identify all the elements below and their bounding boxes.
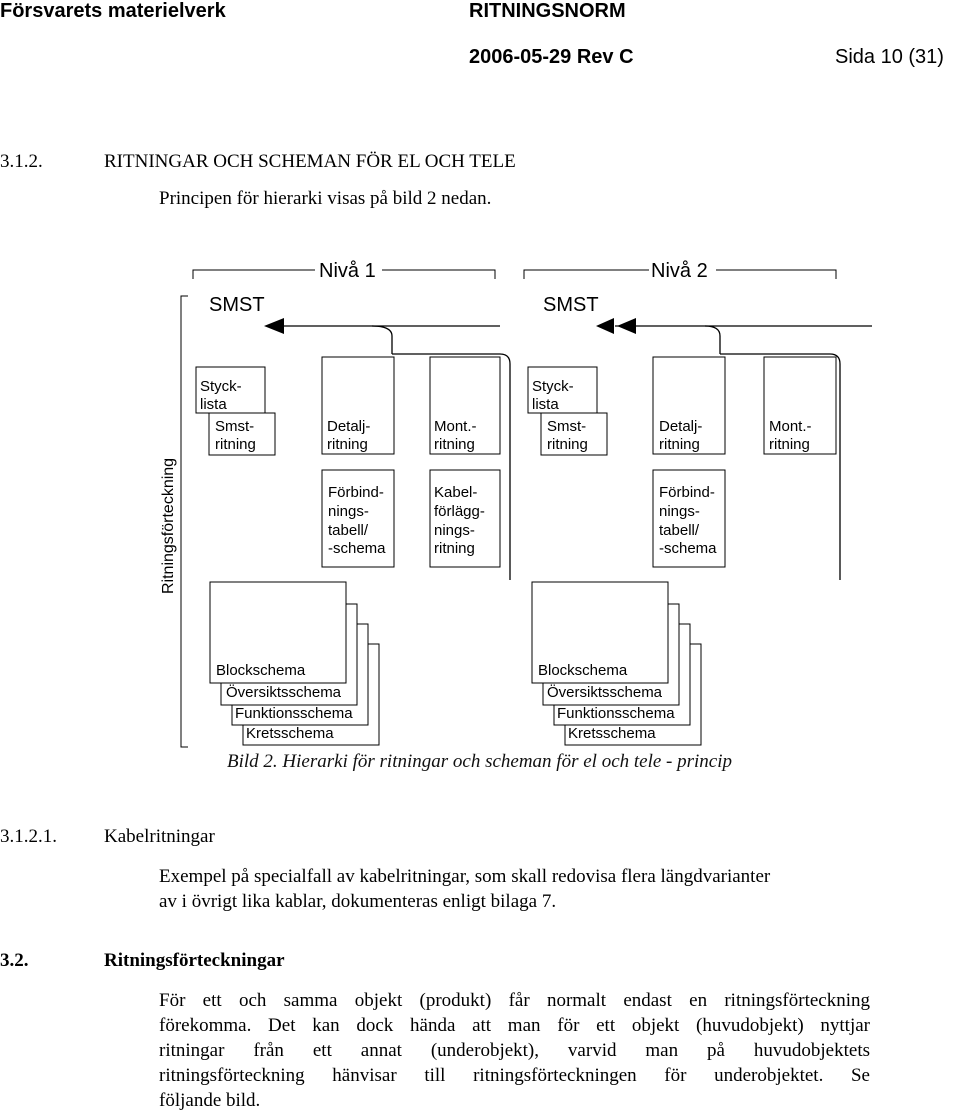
date-revision: 2006-05-29 Rev C	[469, 46, 634, 68]
svg-text:ritning: ritning	[327, 436, 368, 453]
left-kretsschema-label: Kretsschema	[246, 725, 334, 742]
subsection-number: 3.1.2.1.	[0, 826, 57, 847]
svg-text:Mont.-: Mont.-	[434, 418, 477, 435]
section-heading: RITNINGAR OCH SCHEMAN FÖR EL OCH TELE	[104, 151, 516, 172]
svg-text:förlägg-: förlägg-	[434, 503, 485, 520]
smst-label-right: SMST	[543, 294, 599, 316]
svg-text:-schema: -schema	[659, 540, 717, 557]
left-forbindningstabell-box	[322, 470, 394, 567]
section-number-32: 3.2.	[0, 950, 29, 971]
right-oversiktsschema-label: Översiktsschema	[547, 684, 663, 701]
section-number: 3.1.2.	[0, 151, 43, 172]
svg-text:-schema: -schema	[328, 540, 386, 557]
svg-text:Styck-: Styck-	[532, 378, 574, 395]
left-detaljritning-box	[322, 357, 394, 454]
svg-text:tabell/: tabell/	[659, 522, 700, 539]
paragraph-line: Exempel på specialfall av kabelritningar, som skall redovisa flera längdvarianter	[159, 866, 771, 887]
svg-text:ritning: ritning	[434, 436, 475, 453]
left-montritning-box	[430, 357, 500, 454]
svg-text:Detalj-: Detalj-	[327, 418, 371, 435]
svg-text:Förbind-: Förbind-	[328, 484, 384, 501]
section-intro: Principen för hierarki visas på bild 2 nedan.	[159, 188, 492, 209]
document-title: RITNINGSNORM	[469, 0, 626, 22]
svg-text:lista: lista	[532, 396, 559, 413]
paragraph-line: För ett och samma objekt (produkt) får normalt endast en ritningsförteckning	[159, 990, 870, 1011]
smst-label-left: SMST	[209, 294, 265, 316]
svg-text:Förbind-: Förbind-	[659, 484, 715, 501]
svg-text:Mont.-: Mont.-	[769, 418, 812, 435]
right-blockschema-label: Blockschema	[538, 662, 628, 679]
paragraph-line: följande bild.	[159, 1090, 261, 1111]
ritningsforteckningar-paragraph	[159, 988, 870, 1113]
right-detaljritning-box	[653, 357, 725, 454]
svg-text:ritning: ritning	[769, 436, 810, 453]
level1-label: Nivå 1	[319, 260, 376, 282]
right-montritning-box	[764, 357, 836, 454]
right-stycklista-box	[528, 367, 597, 413]
subsection-heading: Kabelritningar	[104, 826, 215, 847]
svg-text:Smst-: Smst-	[547, 418, 587, 435]
svg-text:nings-: nings-	[434, 522, 475, 539]
kabelritningar-paragraph	[159, 864, 870, 914]
section-heading-32: Ritningsförteckningar	[104, 950, 285, 971]
page-number: Sida 10 (31)	[835, 46, 944, 68]
left-smst-ritning-box	[209, 413, 275, 455]
vertical-bracket	[181, 296, 188, 747]
paragraph-line: förekomma. Det kan dock hända att man för ett objekt (huvudobjekt) nyttjar	[159, 1015, 870, 1036]
left-kabelforlaggning-box	[430, 470, 500, 567]
organization-name: Försvarets materielverk	[0, 0, 226, 22]
paragraph-line: ritningar från ett annat (underobjekt), varvid man på huvudobjektets	[159, 1040, 870, 1061]
svg-text:ritning: ritning	[547, 436, 588, 453]
svg-text:ritning: ritning	[659, 436, 700, 453]
paragraph-line: ritningsförteckning hänvisar till ritningsförteckningen för underobjektet. Se	[159, 1065, 870, 1086]
svg-text:Detalj-: Detalj-	[659, 418, 703, 435]
paragraph-line: av i övrigt lika kablar, dokumenteras enligt bilaga 7.	[159, 891, 557, 912]
left-funktionsschema-label: Funktionsschema	[235, 705, 353, 722]
right-forbindningstabell-box	[653, 470, 725, 567]
svg-text:Styck-: Styck-	[200, 378, 242, 395]
vertical-label: Ritningsförteckning	[160, 457, 177, 594]
svg-text:Smst-: Smst-	[215, 418, 255, 435]
right-smst-ritning-box	[541, 413, 607, 455]
left-stycklista-box	[196, 367, 265, 413]
left-blockschema-label: Blockschema	[216, 662, 306, 679]
figure-caption: Bild 2. Hierarki för ritningar och scheman för el och tele - princip	[227, 751, 733, 772]
svg-text:tabell/: tabell/	[328, 522, 369, 539]
svg-text:nings-: nings-	[659, 503, 700, 520]
left-oversiktsschema-label: Översiktsschema	[226, 684, 342, 701]
level2-label: Nivå 2	[651, 260, 708, 282]
svg-text:nings-: nings-	[328, 503, 369, 520]
svg-text:lista: lista	[200, 396, 227, 413]
right-funktionsschema-label: Funktionsschema	[557, 705, 675, 722]
svg-text:ritning: ritning	[215, 436, 256, 453]
svg-text:ritning: ritning	[434, 540, 475, 557]
svg-text:Kabel-: Kabel-	[434, 484, 478, 501]
right-kretsschema-label: Kretsschema	[568, 725, 656, 742]
